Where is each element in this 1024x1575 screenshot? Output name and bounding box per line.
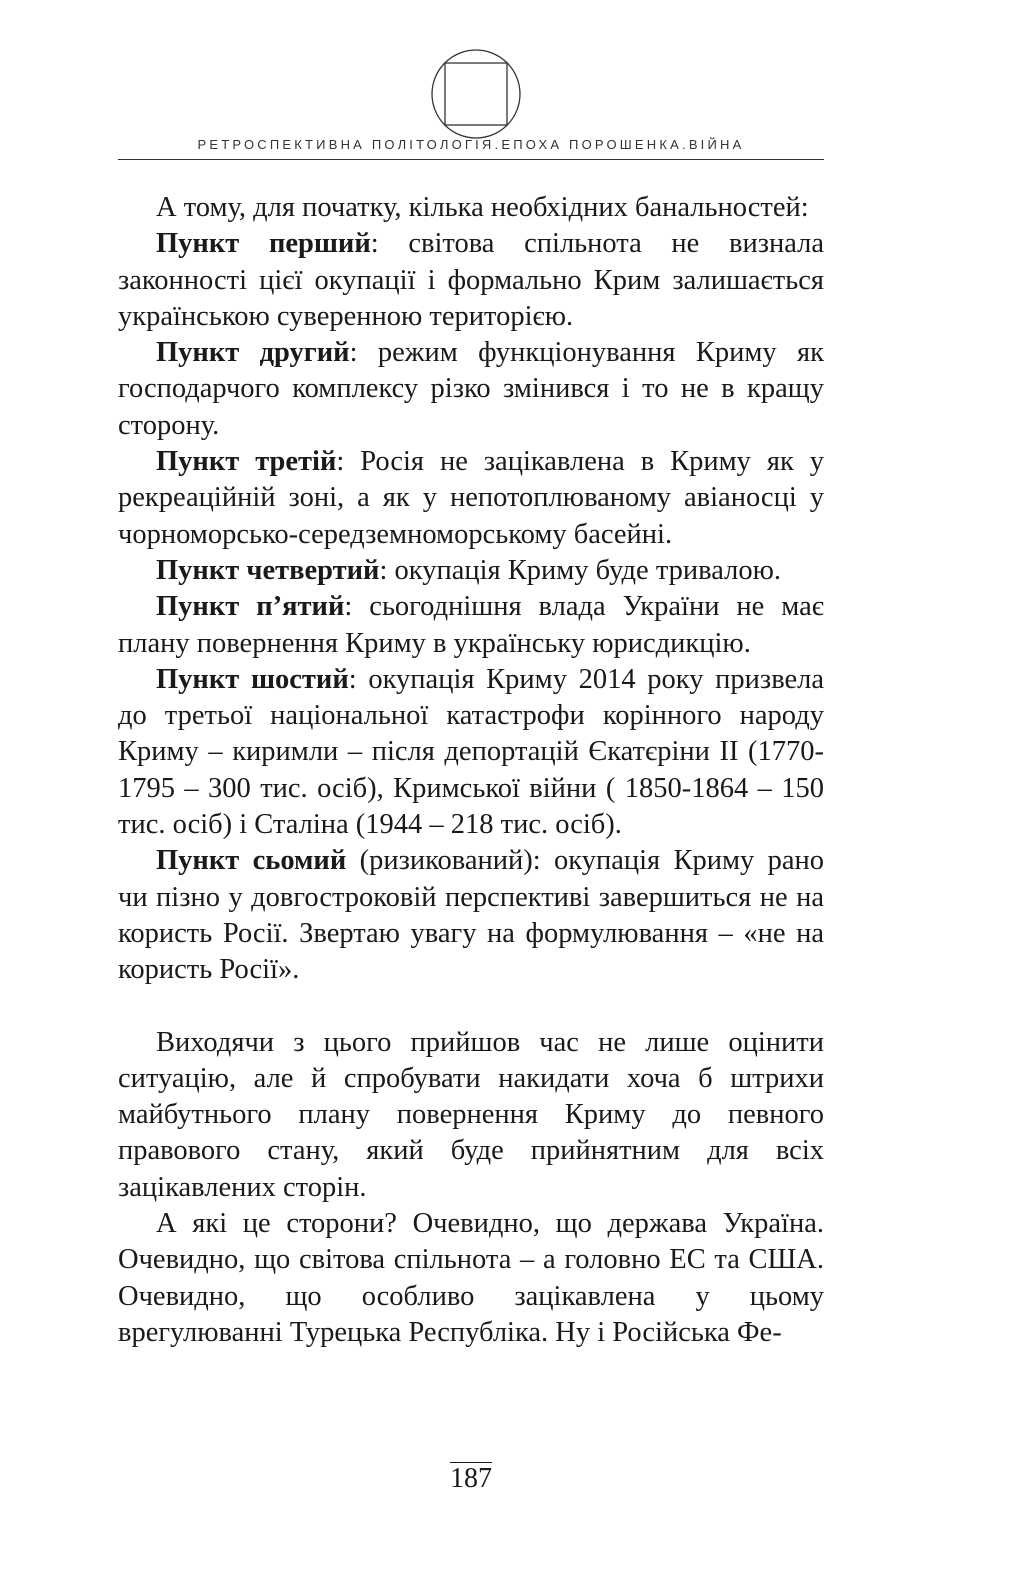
point-heading: Пункт перший [156,228,371,260]
page-number-text: 187 [450,1463,492,1494]
paragraph-text: : окупація Криму буде тривалою. [379,554,782,586]
paragraph-text: : режим функціонування Криму як господарчого комплексу різко змінився і то не в кращу сторону. [118,337,825,441]
paragraph-text: : окупація Криму 2014 року призвела до третьої національної катастрофи корінного народу Криму – киримли – після депортацій Єкатєріни ІІ (1770-1795 – 300 тис. осіб), Кримської війни ( 1850-1864 – 150 тис. осіб) і Сталіна (1944 – 218 тис. осіб). [118,663,825,841]
point-heading: Пункт третій [156,446,337,478]
paragraph-point-6 [118,662,824,843]
paragraph-point-5 [118,589,824,662]
header-divider [118,159,824,160]
main-text [118,190,824,1351]
point-heading: Пункт шостий [156,663,349,695]
point-heading: Пункт четвертий [156,554,380,586]
paragraph-point-2 [118,335,824,444]
page-number [0,1462,942,1495]
paragraph-parties [118,1206,824,1351]
circle-square-emblem-icon [430,48,522,140]
point-heading: Пункт сьомий [156,845,347,877]
paragraph-text: А тому, для початку, кілька необхідних банальностей: [156,192,809,223]
running-header-title: РЕТРОСПЕКТИВНА ПОЛІТОЛОГІЯ.ЕПОХА ПОРОШЕНКА.ВІЙНА [197,137,745,152]
paragraph-text: : світова спільнота не визнала законності цієї окупації і формально Крим залишається українською суверенною територією. [118,228,824,332]
point-heading: Пункт п’ятий [156,591,345,623]
paragraph-point-4 [118,553,824,589]
point-heading: Пункт другий [156,337,350,369]
paragraph-text: А які це сторони? Очевидно, що держава Україна. Очевидно, що світова спільнота – а головно ЕС та США. Очевидно, що особливо зацікавлена у цьому врегулюванні Турецька Республіка. Ну і Російська Фе- [118,1208,824,1348]
paragraph-point-7 [118,843,824,988]
paragraph-point-3 [118,444,824,553]
paragraph-text: : сьогоднішня влада України не має плану повернення Криму в українську юрисдикцію. [118,591,824,659]
paragraph-text: (ризикований): окупація Криму рано чи пізно у довгостроковій перспективі завершиться не на користь Росії. Звертаю увагу на формулювання – «не на користь Росії». [118,845,824,986]
paragraph-point-1 [118,226,824,335]
paragraph-text: Виходячи з цього прийшов час не лише оцінити ситуацію, але й спробувати накидати хоча б штрихи майбутнього плану повернення Криму до певного правового стану, який буде прийнятним для всіх зацікавлених сторін. [118,1026,824,1203]
paragraph-intro [118,190,824,226]
paragraph-conclusion [118,1025,824,1206]
paragraph-text: : Росія не зацікавлена в Криму як у рекреаційній зоні, а як у непотоплюваному авіаносці у чорноморсько-середземноморському басейні. [118,446,824,550]
